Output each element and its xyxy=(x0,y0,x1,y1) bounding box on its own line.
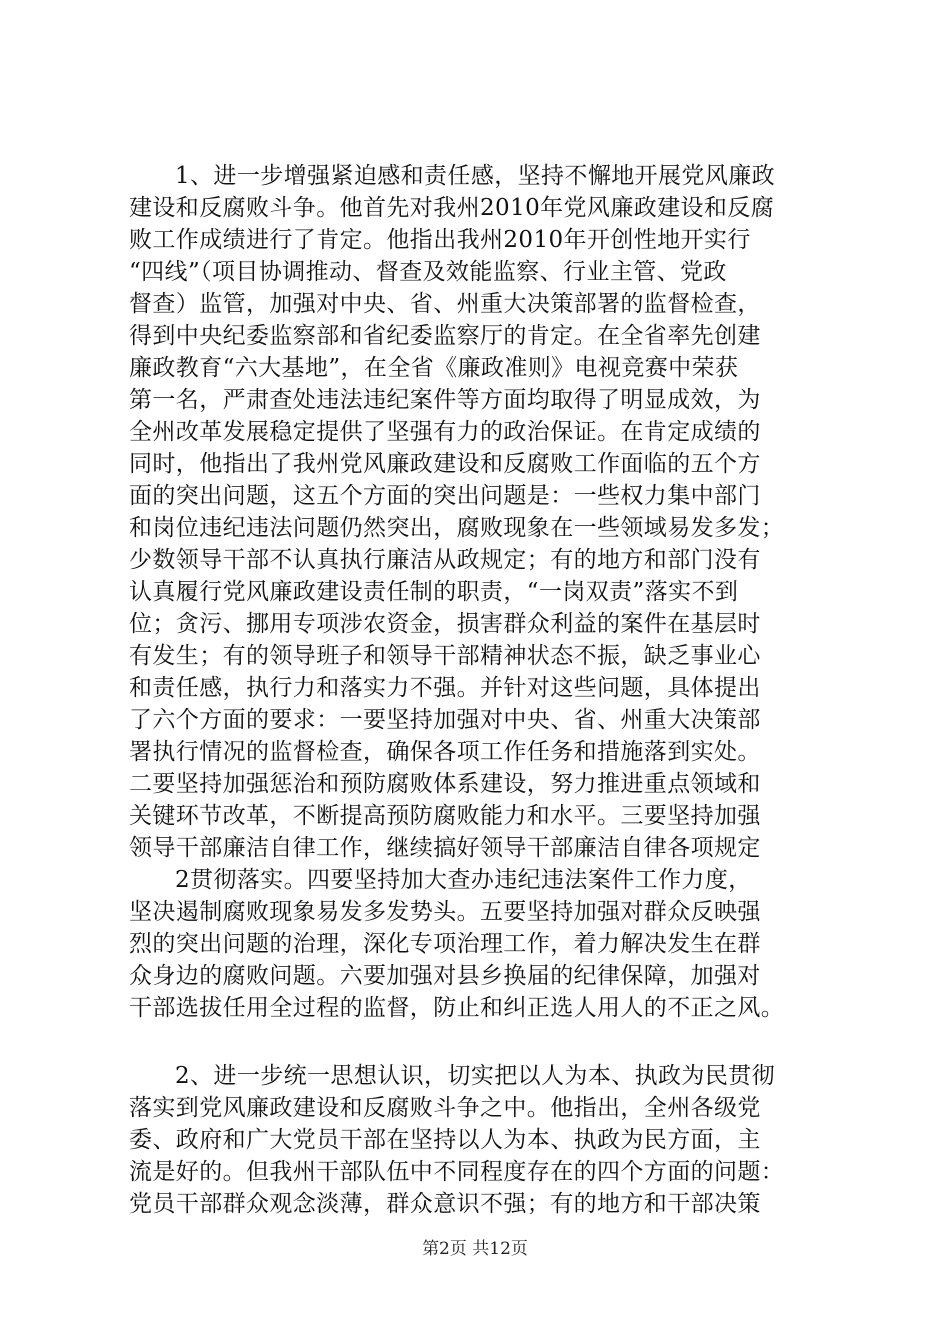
text-line: 建设和反腐败斗争。他首先对我州2010年党风廉政建设和反腐 xyxy=(129,195,775,221)
text-line: 和岗位违纪违法问题仍然突出，腐败现象在一些领域易发多发； xyxy=(129,515,785,541)
text-line: “四线”（项目协调推动、督查及效能监察、行业主管、党政 xyxy=(129,259,727,285)
text-line: 了六个方面的要求：一要坚持加强对中央、省、州重大决策部 xyxy=(129,707,761,733)
text-line: 二要坚持加强惩治和预防腐败体系建设，努力推进重点领域和 xyxy=(129,771,761,797)
text-line: 督查）监管，加强对中央、省、州重大决策部署的监督检查， xyxy=(129,291,761,317)
text-line: 领导干部廉洁自律工作，继续搞好领导干部廉洁自律各项规定 xyxy=(129,835,761,861)
text-line: 烈的突出问题的治理，深化专项治理工作，着力解决发生在群 xyxy=(129,931,761,957)
paragraph-gap xyxy=(129,1024,829,1060)
text-line: 败工作成绩进行了肯定。他指出我州2010年开创性地开实行 xyxy=(129,227,751,253)
page-footer: 第2页 共12页 xyxy=(422,1239,528,1259)
text-line: 2、进一步统一思想认识，切实把以人为本、执政为民贯彻 xyxy=(175,1063,776,1089)
text-line: 认真履行党风廉政建设责任制的职责，“一岗双责”落实不到 xyxy=(129,579,739,605)
text-line: 流是好的。但我州干部队伍中不同程度存在的四个方面的问题： xyxy=(129,1159,785,1185)
body-text xyxy=(129,160,829,1220)
text-line: 和责任感，执行力和落实力不强。并针对这些问题，具体提出 xyxy=(129,675,761,701)
text-line: 廉政教育“六大基地”，在全省《廉政准则》电视竞赛中荣获 xyxy=(129,355,739,381)
text-line: 关键环节改革，不断提高预防腐败能力和水平。三要坚持加强 xyxy=(129,803,761,829)
text-line: 第一名，严肃查处违法违纪案件等方面均取得了明显成效，为 xyxy=(129,387,761,413)
text-line: 得到中央纪委监察部和省纪委监察厅的肯定。在全省率先创建 xyxy=(129,323,761,349)
text-line: 干部选拔任用全过程的监督，防止和纠正选人用人的不正之风。 xyxy=(129,995,785,1021)
text-line: 少数领导干部不认真执行廉洁从政规定；有的地方和部门没有 xyxy=(129,547,761,573)
text-line: 坚决遏制腐败现象易发多发势头。五要坚持加强对群众反映强 xyxy=(129,899,761,925)
text-line: 2贯彻落实。四要坚持加大查办违纪违法案件工作力度， xyxy=(175,867,752,893)
paragraph xyxy=(129,864,829,1024)
text-line: 有发生；有的领导班子和领导干部精神状态不振，缺乏事业心 xyxy=(129,643,761,669)
text-line: 1、进一步增强紧迫感和责任感，坚持不懈地开展党风廉政 xyxy=(175,163,776,189)
text-line: 署执行情况的监督检查，确保各项工作任务和措施落到实处。 xyxy=(129,739,761,765)
text-line: 同时，他指出了我州党风廉政建设和反腐败工作面临的五个方 xyxy=(129,451,761,477)
text-line: 落实到党风廉政建设和反腐败斗争之中。他指出，全州各级党 xyxy=(129,1095,761,1121)
paragraph xyxy=(129,1060,829,1220)
text-line: 面的突出问题，这五个方面的突出问题是：一些权力集中部门 xyxy=(129,483,761,509)
text-line: 众身边的腐败问题。六要加强对县乡换届的纪律保障，加强对 xyxy=(129,963,761,989)
paragraph xyxy=(129,160,829,864)
text-line: 全州改革发展稳定提供了坚强有力的政治保证。在肯定成绩的 xyxy=(129,419,761,445)
text-line: 党员干部群众观念淡薄，群众意识不强；有的地方和干部决策 xyxy=(129,1191,761,1217)
text-line: 委、政府和广大党员干部在坚持以人为本、执政为民方面，主 xyxy=(129,1127,761,1153)
text-line: 位；贪污、挪用专项涉农资金，损害群众利益的案件在基层时 xyxy=(129,611,761,637)
